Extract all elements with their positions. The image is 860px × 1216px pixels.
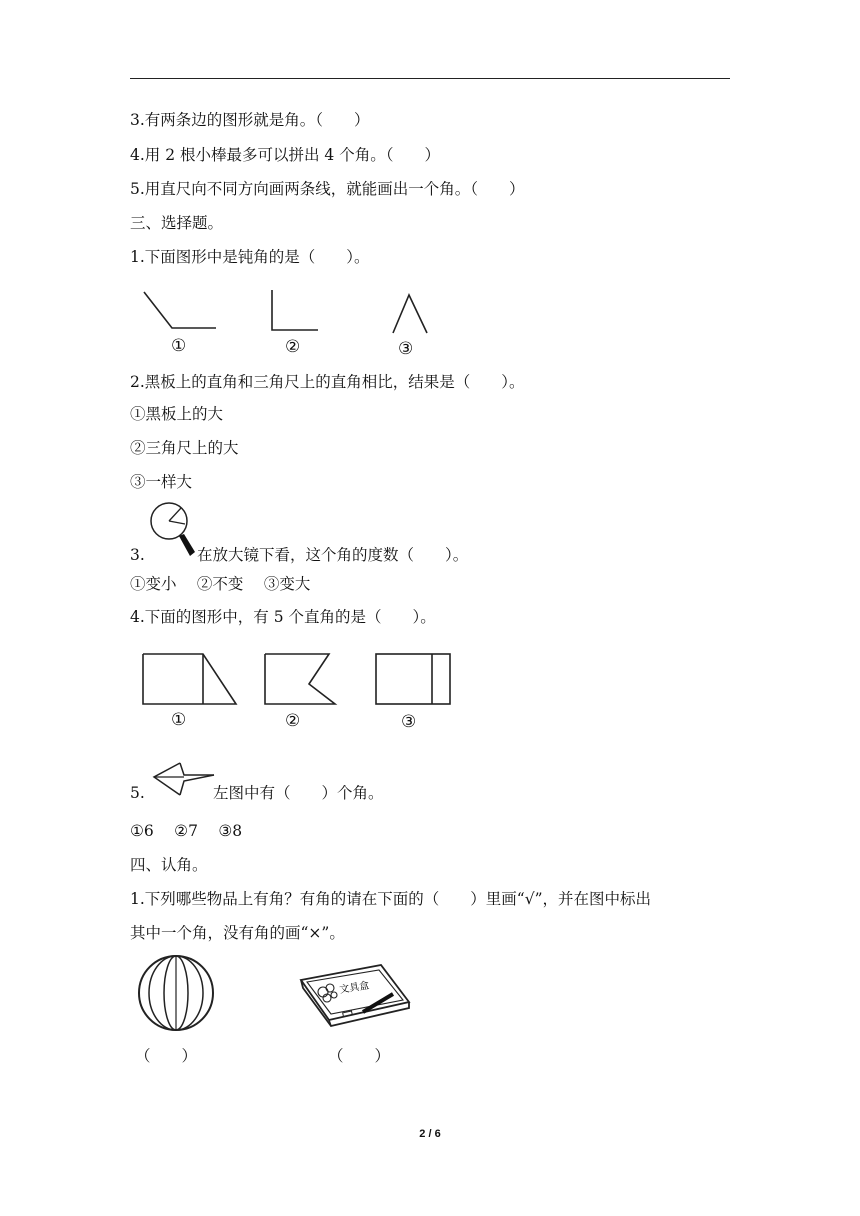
ball-image [135, 953, 219, 1035]
option-label-1: ① [171, 336, 187, 356]
angle-figures [140, 288, 330, 338]
box-label: 文具盒 [338, 980, 371, 996]
choice-question-2: 2.黑板上的直角和三角尺上的直角相比，结果是（ ）。 [130, 373, 525, 391]
q5-options: ①6 ②7 ③8 [130, 822, 243, 840]
q3-options: ①变小 ②不变 ③变大 [130, 575, 311, 593]
magnifier-icon [148, 500, 200, 562]
page-number: 2 / 6 [419, 1128, 441, 1140]
choice-question-1: 1.下面图形中是钝角的是（ ）。 [130, 248, 370, 266]
divided-rectangle-figure [376, 654, 450, 704]
figure-label-2: ② [285, 711, 301, 731]
choice-question-4: 4.下面的图形中，有 5 个直角的是（ ）。 [130, 608, 436, 626]
arrow-figure [150, 761, 220, 797]
notched-figure [265, 654, 335, 704]
figure-label-3: ③ [401, 712, 417, 732]
section-4-title: 四、认角。 [130, 856, 208, 874]
obtuse-angle-figure [144, 292, 216, 328]
flower-icon [318, 984, 337, 1002]
figure-label-1: ① [171, 710, 187, 730]
q2-option-1: ①黑板上的大 [130, 405, 224, 423]
header-rule [130, 78, 730, 79]
pencil-box-image [297, 962, 415, 1028]
ball-answer-blank[interactable]: （ ） [135, 1047, 198, 1065]
choice-question-3-number: 3. [130, 546, 145, 564]
recognize-question-1-line-2: 其中一个角，没有角的画“×”。 [130, 924, 345, 942]
choice-question-5: 左图中有（ ）个角。 [213, 784, 384, 802]
acute-angle-figure [390, 293, 434, 335]
q2-option-3: ③一样大 [130, 473, 193, 491]
choice-question-5-number: 5. [130, 784, 145, 802]
option-label-2: ② [285, 337, 301, 357]
section-3-title: 三、选择题。 [130, 214, 224, 232]
right-angle-figure [272, 290, 318, 330]
rectangle-figures [140, 650, 460, 710]
recognize-question-1-line-1: 1.下列哪些物品上有角？有角的请在下面的（ ）里画“√”，并在图中标出 [130, 890, 652, 908]
judge-question-3: 3.有两条边的图形就是角。（ ） [130, 111, 370, 129]
q2-option-2: ②三角尺上的大 [130, 439, 239, 457]
judge-question-5: 5.用直尺向不同方向画两条线，就能画出一个角。（ ） [130, 180, 525, 198]
pencil-box-answer-blank[interactable]: （ ） [328, 1047, 391, 1065]
option-label-3: ③ [398, 339, 414, 359]
trapezoid-figure [143, 654, 236, 704]
choice-question-3: 在放大镜下看，这个角的度数（ ）。 [197, 546, 469, 564]
judge-question-4: 4.用 2 根小棒最多可以拼出 4 个角。（ ） [130, 146, 440, 164]
